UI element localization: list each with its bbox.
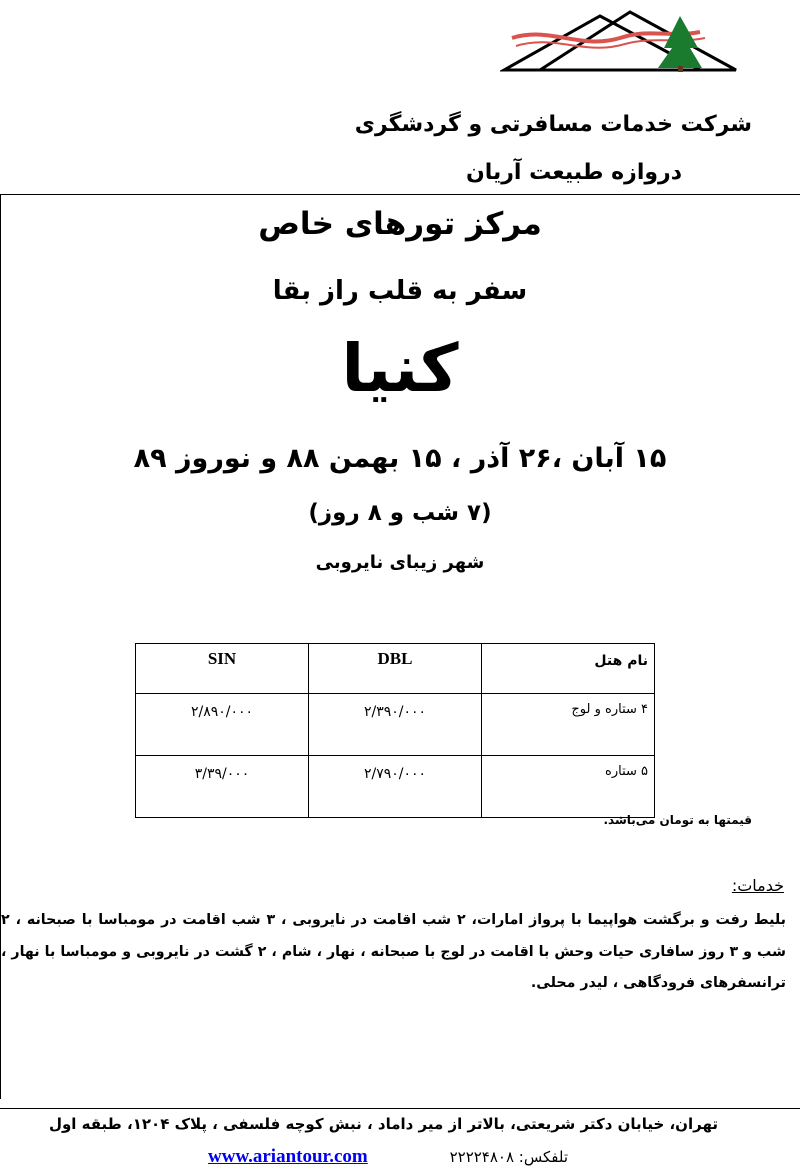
dbl-column-header: DBL bbox=[309, 644, 482, 694]
tour-dates: ۱۵ آبان ،۲۶ آذر ، ۱۵ بهمن ۸۸ و نوروز ۸۹ bbox=[133, 443, 667, 474]
mountain-tree-logo-icon bbox=[500, 8, 740, 74]
price-table bbox=[135, 643, 655, 818]
services-description: بلیط رفت و برگشت هواپیما با پرواز امارات، ۲ شب اقامت در نایروبی ، ۳ شب اقامت در مومباسا با صبحانه ، ۲ شب و ۳ روز سافاری حیات وحش با اقامت در لوج با صبحانه ، نهار ، شام ، ۲ گشت در نایروبی و مومباسا با نهار ، ترانسفرهای فرودگاهی ، لیدر محلی. bbox=[1, 912, 786, 991]
footer-telfax: تلفکس: ۲۲۲۲۴۸۰۸ bbox=[449, 1148, 568, 1166]
company-name-line2: دروازه طبیعت آریان bbox=[465, 160, 682, 185]
country-title: کنیا bbox=[341, 330, 459, 407]
footer-divider bbox=[0, 1108, 800, 1109]
dbl-price-cell: ۲/۷۹۰/۰۰۰ bbox=[309, 756, 482, 818]
trip-title: سفر به قلب راز بقا bbox=[272, 276, 528, 306]
table-row bbox=[136, 694, 655, 756]
company-name-line1: شرکت خدمات مسافرتی و گردشگری bbox=[354, 112, 752, 137]
footer-address: تهران، خیابان دکتر شریعتی، بالاتر از میر داماد ، نبش کوچه فلسفی ، پلاک ۱۲۰۴، طبقه اول bbox=[48, 1115, 718, 1133]
table-header-row bbox=[136, 644, 655, 694]
sin-price-cell: ۲/۸۹۰/۰۰۰ bbox=[136, 694, 309, 756]
center-title: مرکز تورهای خاص bbox=[258, 206, 542, 242]
frame-top-border bbox=[0, 194, 800, 195]
services-title: خدمات: bbox=[731, 876, 784, 895]
price-currency-note: قیمتها به تومان می‌باشد. bbox=[603, 813, 752, 827]
hotel-column-header: نام هتل bbox=[482, 644, 655, 694]
sin-price-cell: ۳/۳۹/۰۰۰ bbox=[136, 756, 309, 818]
tour-city: شهر زیبای نایروبی bbox=[315, 552, 485, 573]
tour-duration: (۷ شب و ۸ روز) bbox=[308, 500, 492, 526]
hotel-cell: ۵ ستاره bbox=[482, 756, 655, 818]
sin-column-header: SIN bbox=[136, 644, 309, 694]
hotel-cell: ۴ ستاره و لوج bbox=[482, 694, 655, 756]
dbl-price-cell: ۲/۳۹۰/۰۰۰ bbox=[309, 694, 482, 756]
website-link[interactable]: www.ariantour.com bbox=[208, 1146, 368, 1167]
table-row bbox=[136, 756, 655, 818]
